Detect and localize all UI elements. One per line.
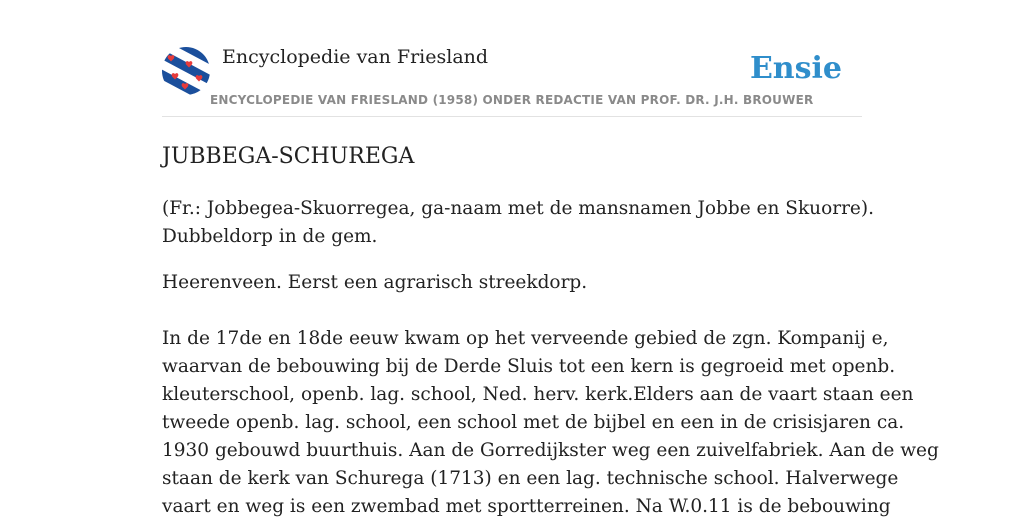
site-title[interactable]: Encyclopedie van Friesland (222, 46, 489, 68)
text-line: vaart en weg is een zwembad met sportterreinen. Na W.0.11 is de bebouwing (162, 496, 891, 517)
article-content (162, 143, 939, 521)
text-line: Dubbeldorp in de gem. (162, 226, 378, 247)
article-paragraph (162, 195, 874, 251)
text-line: tweede openb. lag. school, een school met de bijbel en een in de crisisjaren ca. (162, 412, 905, 433)
article-paragraph (162, 269, 862, 297)
site-header (162, 0, 862, 117)
text-line: waarvan de bebouwing bij de Derde Sluis tot een kern is gegroeid met openb. (162, 356, 896, 377)
text-line: kleuterschool, openb. lag. school, Ned. herv. kerk.Elders aan de vaart staan een (162, 384, 914, 405)
text-line: 1930 gebouwd buurthuis. Aan de Gorredijkster weg een zuivelfabriek. Aan de weg (162, 440, 939, 461)
text-line: In de 17de en 18de eeuw kwam op het verveende gebied de zgn. Kompanij e, (162, 328, 889, 349)
ensie-brand-link[interactable]: Ensie (749, 51, 842, 86)
text-line: staan de kerk van Schurega (1713) en een lag. technische school. Halverwege (162, 468, 899, 489)
frisian-flag-icon[interactable] (162, 47, 210, 95)
article-title: JUBBEGA-SCHUREGA (162, 144, 415, 169)
text-line: (Fr.: Jobbegea-Skuorregea, ga-naam met de mansnamen Jobbe en Skuorre). (162, 198, 874, 219)
page-container (162, 0, 939, 521)
article-paragraph (162, 325, 939, 521)
text-line: Heerenveen. Eerst een agrarisch streekdorp. (162, 272, 588, 293)
site-subtitle: ENCYCLOPEDIE VAN FRIESLAND (1958) ONDER REDACTIE VAN PROF. DR. J.H. BROUWER (210, 93, 814, 107)
